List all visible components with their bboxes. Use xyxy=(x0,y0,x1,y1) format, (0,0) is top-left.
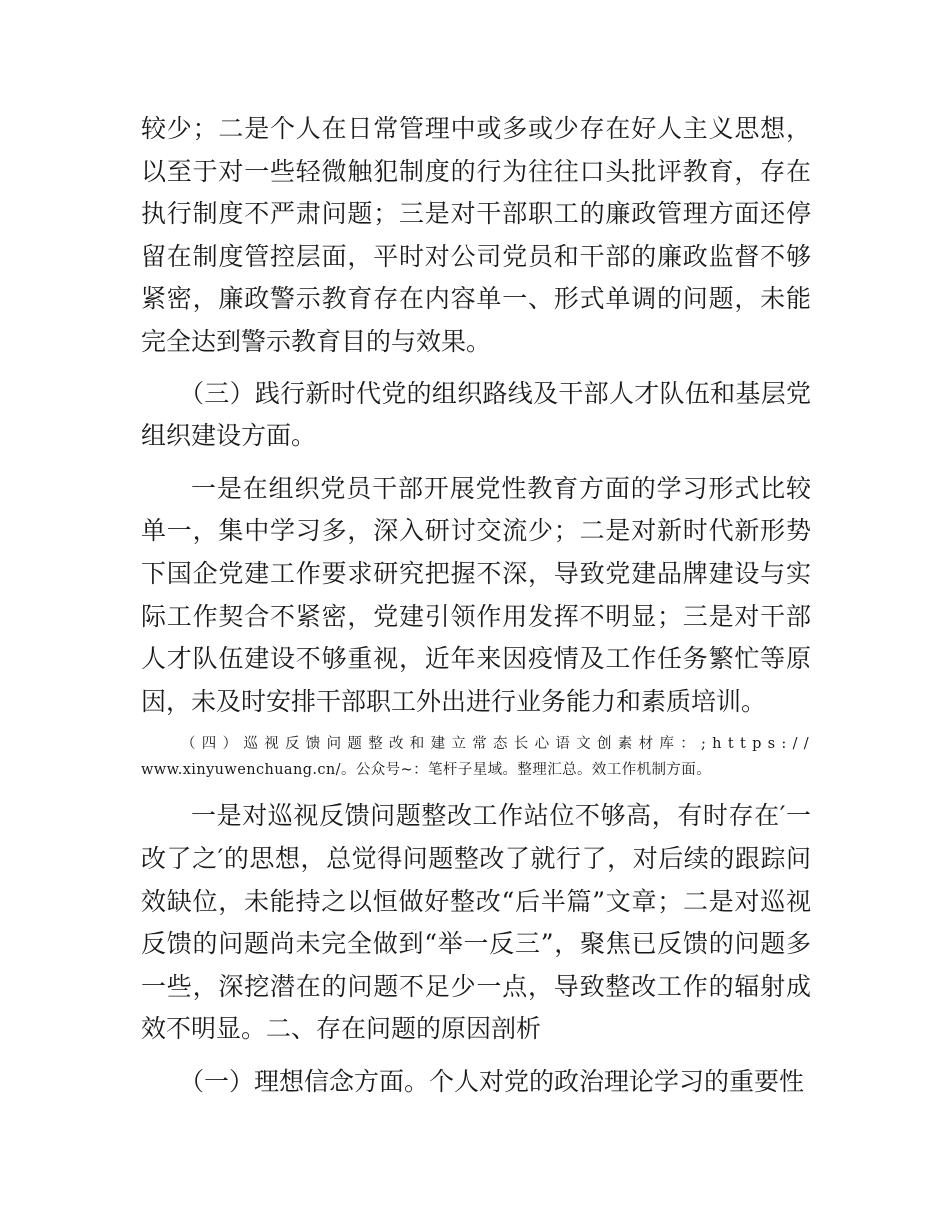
section-heading-three: （三）践行新时代党的组织路线及干部人才队伍和基层党组织建设方面。 xyxy=(141,378,811,451)
section-heading-four-watermark xyxy=(141,731,815,783)
section-heading-four-line-1: （四）巡视反馈问题整改和建立常态长心语文创素材库：;https:// xyxy=(181,736,815,753)
section-heading-four-line-2: www.xinyuwenchuang.cn/。公众号~：笔杆子星域。整理汇总。效工作机制方面。 xyxy=(141,762,712,779)
document-page xyxy=(141,108,815,1103)
paragraph-discipline-issues: 较少；二是个人在日常管理中或多或少存在好人主义思想，以至于对一些轻微触犯制度的行为往往口头批评教育，存在执行制度不严肃问题；三是对干部职工的廉政管理方面还停留在制度管控层面，平时对公司党员和干部的廉政监督不够紧密，廉政警示教育存在内容单一、形式单调的问题，未能完全达到警示教育目的与效果。 xyxy=(141,114,811,356)
section-heading-ideals: （一）理想信念方面。个人对党的政治理论学习的重要性 xyxy=(179,1066,805,1096)
paragraph-organization-issues: 一是在组织党员干部开展党性教育方面的学习形式比较单一，集中学习多，深入研讨交流少；二是对新时代新形势下国企党建工作要求研究把握不深，导致党建品牌建设与实际工作契合不紧密，党建引领作用发挥不明显；三是对干部人才队伍建设不够重视，近年来因疫情及工作任务繁忙等原因，未及时安排干部职工外出进行业务能力和素质培训。 xyxy=(141,473,811,716)
paragraph-inspection-issues: 一是对巡视反馈问题整改工作站位不够高，有时存在′一改了之′的思想，总觉得问题整改了就行了，对后续的跟踪问效缺位，未能持之以恒做好整改“后半篇”文章；二是对巡视反馈的问题尚未完全做到“举一反三”，聚焦已反馈的问题多一些，深挖潜在的问题不足少一点，导致整改工作的辐射成效不明显。二、存在问题的原因剖析 xyxy=(141,801,811,1044)
